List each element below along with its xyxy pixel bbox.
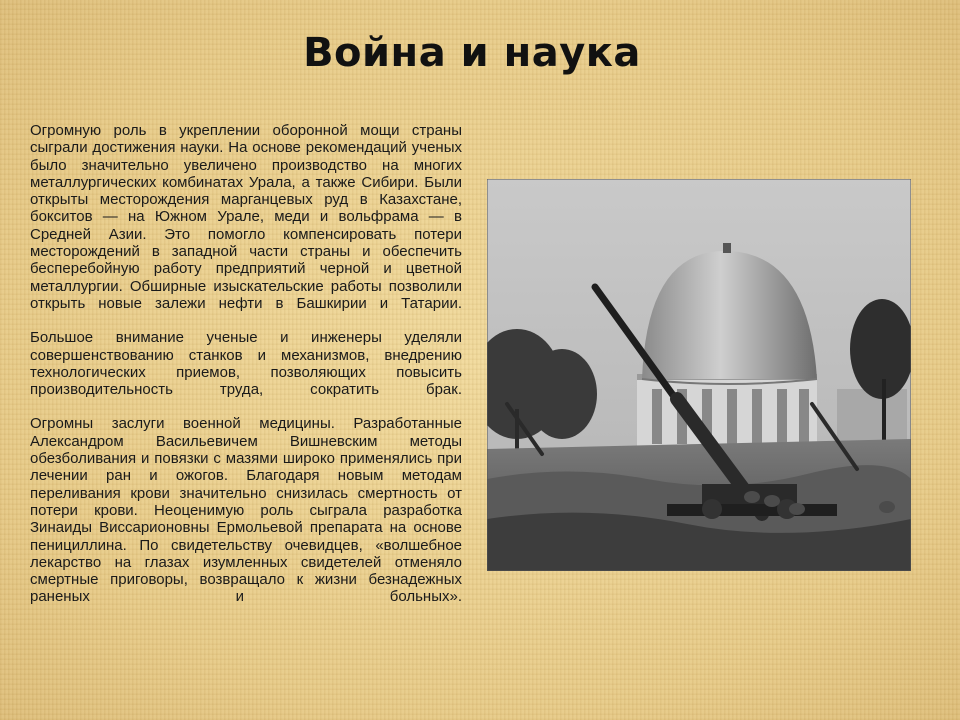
anti-aircraft-gun-planetarium-photo — [487, 179, 911, 571]
paragraph-engineering: Большое внимание ученые и инженеры уделяли совершенствованию станков и механизмов, внедрению технологических приемов, позволяющих повысить производительность труда, сократить брак. — [30, 329, 462, 399]
slide-title: Война и наука — [303, 30, 641, 76]
paragraph-medicine: Огромны заслуги военной медицины. Разработанные Александром Васильевичем Вишневским методы обезболивания и повязки с мазями широко применялись при лечении ран и ожогов. Благодаря новым методам переливания крови значительно снизилась смертность от потери крови. Неоценимую роль сыграла разработка Зинаиды Виссарионовны Ермольевой препарата на основе пенициллина. По свидетельству очевидцев, «волшебное лекарство на глазах изумленных свидетелей отменяло смертные приговоры, возвращало к жизни безнадежных раненых и больных». — [30, 415, 462, 606]
historical-photo — [487, 179, 911, 571]
body-text — [30, 122, 462, 606]
paragraph-science: Огромную роль в укреплении оборонной мощи страны сыграли достижения науки. На основе рекомендаций ученых было значительно увеличено производство на многих металлургических комбинатах Урала, а также Сибири. Были открыты месторождения марганцевых руд в Казахстане, бокситов — на Южном Урале, меди и вольфрама — в Средней Азии. Это помогло компенсировать потери месторождений в западной части страны и обеспечить бесперебойную работу предприятий черной и цветной металлургии. Обширные изыскательские работы позволили открыть новые залежи нефти в Башкирии и Татарии. — [30, 122, 462, 312]
